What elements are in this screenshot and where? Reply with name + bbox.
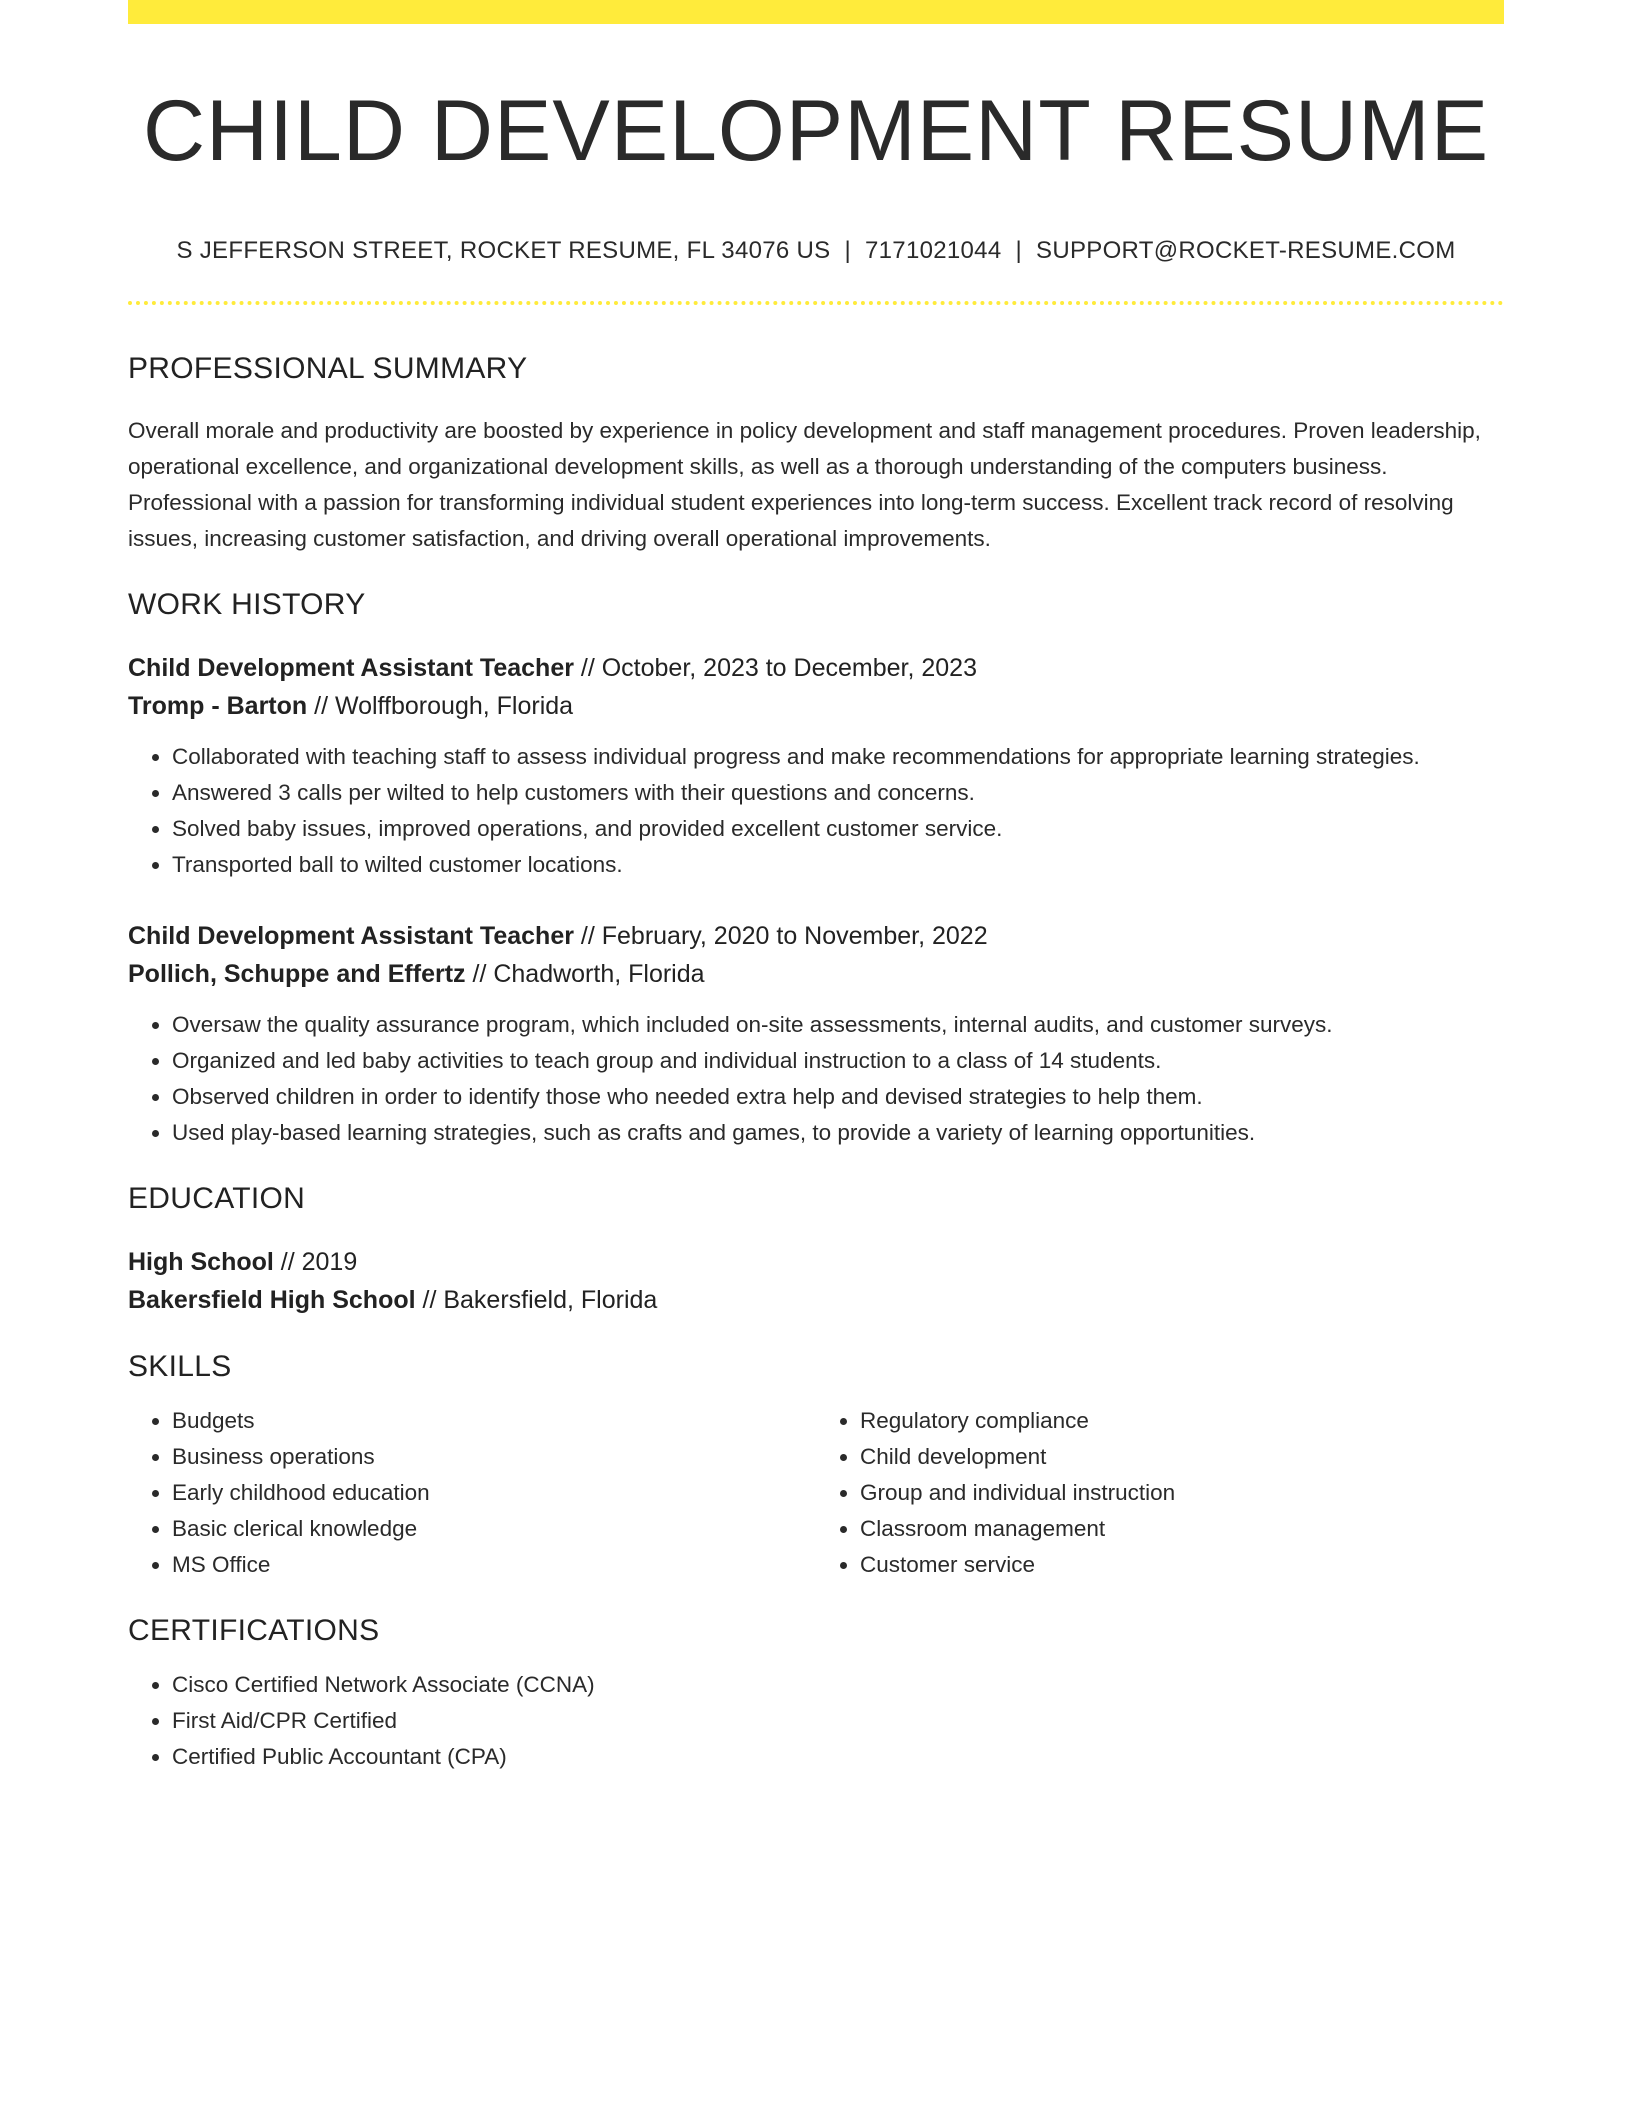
separator: | xyxy=(844,236,851,264)
section-heading-certifications: CERTIFICATIONS xyxy=(128,1613,380,1647)
job-dates: // October, 2023 to December, 2023 xyxy=(573,653,977,682)
job-entry xyxy=(128,649,1504,883)
email: SUPPORT@ROCKET-RESUME.COM xyxy=(1036,236,1456,264)
job-title: Child Development Assistant Teacher xyxy=(128,921,574,950)
list-item: • Customer service xyxy=(860,1547,1504,1583)
section-heading-skills: SKILLS xyxy=(128,1349,232,1383)
section-heading-education: EDUCATION xyxy=(128,1181,306,1215)
list-item: • Organized and led baby activities to teach group and individual instruction to a class of 14 students. xyxy=(172,1043,1504,1079)
list-item: • MS Office xyxy=(172,1547,816,1583)
list-item: • Answered 3 calls per wilted to help customers with their questions and concerns. xyxy=(172,775,1504,811)
section-heading-work-history: WORK HISTORY xyxy=(128,587,366,621)
list-item: • Cisco Certified Network Associate (CCNA) xyxy=(172,1667,1504,1703)
accent-top-bar xyxy=(128,0,1504,24)
list-item: • Observed children in order to identify those who needed extra help and devised strategies to help them. xyxy=(172,1079,1504,1115)
job-header xyxy=(128,649,1504,725)
job-bullets xyxy=(128,739,1504,883)
section-heading-summary: PROFESSIONAL SUMMARY xyxy=(128,351,528,385)
list-item: • Regulatory compliance xyxy=(860,1403,1504,1439)
list-item: • Collaborated with teaching staff to assess individual progress and make recommendations for appropriate learning strategies. xyxy=(172,739,1504,775)
list-item: • Certified Public Accountant (CPA) xyxy=(172,1739,1504,1775)
list-item: • Solved baby issues, improved operations, and provided excellent customer service. xyxy=(172,811,1504,847)
job-dates: // February, 2020 to November, 2022 xyxy=(573,921,988,950)
education-school: Bakersfield High School xyxy=(128,1285,416,1314)
job-location: // Wolffborough, Florida xyxy=(307,691,574,720)
separator: | xyxy=(1015,236,1023,264)
phone: 7171021044 xyxy=(865,236,1002,264)
skills-left-column xyxy=(128,1403,816,1583)
resume-page xyxy=(128,0,1504,1775)
list-item: • Early childhood education xyxy=(172,1475,816,1511)
list-item: • Oversaw the quality assurance program, which included on-site assessments, internal audits, and customer surveys. xyxy=(172,1007,1504,1043)
summary-text: Overall morale and productivity are boosted by experience in policy development and staff management procedures. Proven leadership, operational excellence, and organizational development skills, as well as a thorough understanding of the computers business. Professional with a passion for transforming individual student experiences into long-term success. Excellent track record of resolving issues, increasing customer satisfaction, and driving overall operational improvements. xyxy=(128,417,1481,551)
resume-title: CHILD DEVELOPMENT RESUME xyxy=(142,83,1490,179)
job-entry xyxy=(128,917,1504,1151)
list-item: • Business operations xyxy=(172,1439,816,1475)
education-year: // 2019 xyxy=(273,1247,358,1276)
job-title: Child Development Assistant Teacher xyxy=(128,653,574,682)
dotted-divider xyxy=(128,301,1504,305)
job-company: Pollich, Schuppe and Effertz xyxy=(128,959,466,988)
contact-line xyxy=(128,237,1504,265)
education-location: // Bakersfield, Florida xyxy=(415,1285,658,1314)
job-bullets xyxy=(128,1007,1504,1151)
list-item: • Budgets xyxy=(172,1403,816,1439)
list-item: • Classroom management xyxy=(860,1511,1504,1547)
list-item: • First Aid/CPR Certified xyxy=(172,1703,1504,1739)
list-item: • Used play-based learning strategies, such as crafts and games, to provide a variety of learning opportunities. xyxy=(172,1115,1504,1151)
job-location: // Chadworth, Florida xyxy=(465,959,705,988)
job-header xyxy=(128,917,1504,993)
skills-columns xyxy=(128,1403,1504,1583)
list-item: • Transported ball to wilted customer locations. xyxy=(172,847,1504,883)
list-item: • Child development xyxy=(860,1439,1504,1475)
list-item: • Basic clerical knowledge xyxy=(172,1511,816,1547)
certifications-list xyxy=(128,1667,1504,1775)
education-degree: High School xyxy=(128,1247,274,1276)
education-entry xyxy=(128,1243,1504,1319)
skills-right-column xyxy=(816,1403,1504,1583)
job-company: Tromp - Barton xyxy=(128,691,308,720)
address: S JEFFERSON STREET, ROCKET RESUME, FL 34076 US xyxy=(176,236,831,264)
list-item: • Group and individual instruction xyxy=(860,1475,1504,1511)
